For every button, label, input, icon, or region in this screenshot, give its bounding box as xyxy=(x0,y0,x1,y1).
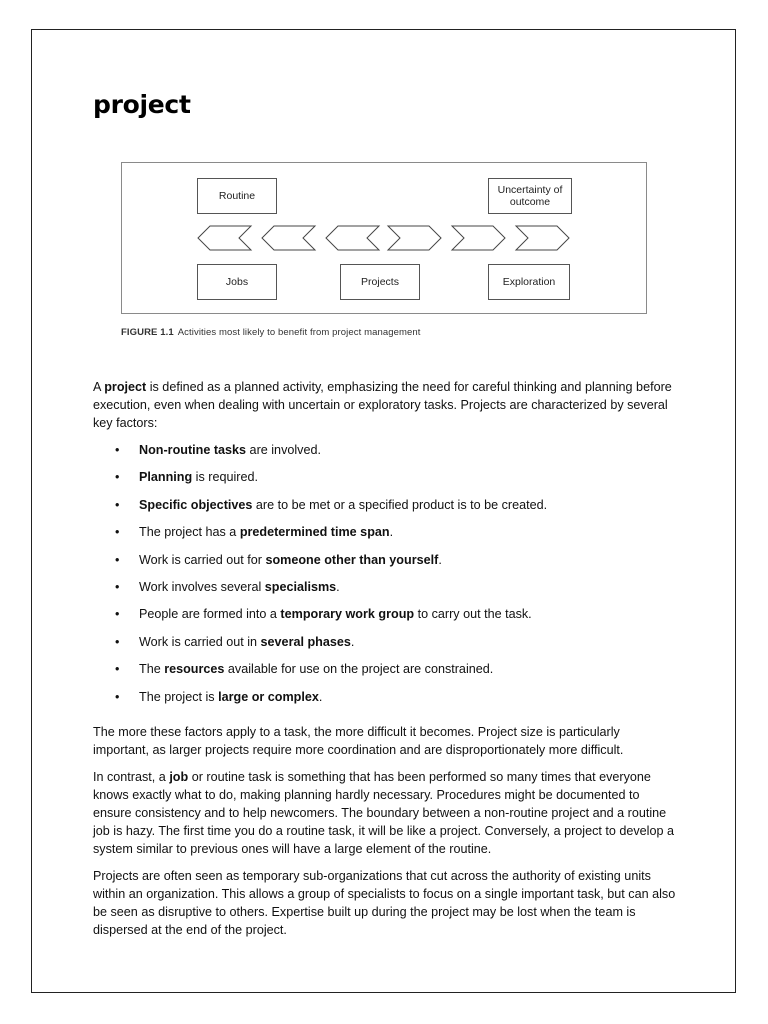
exploration-box: Exploration xyxy=(488,264,570,300)
list-item: • Work involves several specialisms. xyxy=(115,579,340,594)
list-item: • The project has a predetermined time span. xyxy=(115,525,394,540)
page-title: project xyxy=(93,90,191,119)
list-item: • People are formed into a temporary work group to carry out the task. xyxy=(115,607,532,622)
uncertainty-box: Uncertainty of outcome xyxy=(488,178,572,214)
organization-paragraph: Projects are often seen as temporary sub-organizations that cut across the authority of existing units within an organization. This allows a group of specialists to focus on a single important task, but can also be seen as disruptive to others. Expertise built up during the project may be lost when the team is dispersed at the end of the project. xyxy=(93,868,676,937)
list-item: • Specific objectives are to be met or a specified product is to be created. xyxy=(115,497,548,512)
list-item: • The project is large or complex. xyxy=(115,689,323,704)
list-item: • Planning is required. xyxy=(115,470,258,485)
chevron-arrows xyxy=(196,223,576,253)
job-paragraph: In contrast, a job or routine task is something that has been performed so many times that everyone knows exactly what to do, making planning hardly necessary. Procedures might be documented to ensure consistency and to help newcomers. The boundary between a non-routine project and a routine job is hazy. The first time you do a routine task, it will be like a project. Conversely, a project to develop a system similar to previous ones will have a large element of the routine. xyxy=(93,769,674,856)
list-item: • Work is carried out for someone other than yourself. xyxy=(115,552,442,567)
size-paragraph: The more these factors apply to a task, the more difficult it becomes. Project size is particularly important, as larger projects require more coordination and are disproportionately more difficult. xyxy=(93,724,624,757)
list-item: • The resources available for use on the project are constrained. xyxy=(115,662,494,677)
left-chevron-2 xyxy=(262,226,315,250)
caption-text: Activities most likely to benefit from project management xyxy=(177,327,421,338)
caption-label: FIGURE 1.1 xyxy=(121,327,174,338)
figure-caption xyxy=(121,327,421,338)
right-chevron-3 xyxy=(516,226,569,250)
right-chevron-2 xyxy=(452,226,505,250)
jobs-box: Jobs xyxy=(197,264,277,300)
left-chevron-1 xyxy=(198,226,251,250)
list-item: • Work is carried out in several phases. xyxy=(115,634,355,649)
intro-paragraph: A project is defined as a planned activity, emphasizing the need for careful thinking and planning before execution, even when dealing with uncertain or exploratory tasks. Projects are characterized by several key factors: xyxy=(93,380,672,430)
left-chevron-3 xyxy=(326,226,379,250)
figure-diagram xyxy=(121,162,647,314)
projects-box: Projects xyxy=(340,264,420,300)
right-chevron-1 xyxy=(388,226,441,250)
routine-box: Routine xyxy=(197,178,277,214)
body-text xyxy=(93,378,678,948)
list-item: • Non-routine tasks are involved. xyxy=(115,443,321,457)
factor-list xyxy=(93,441,678,715)
